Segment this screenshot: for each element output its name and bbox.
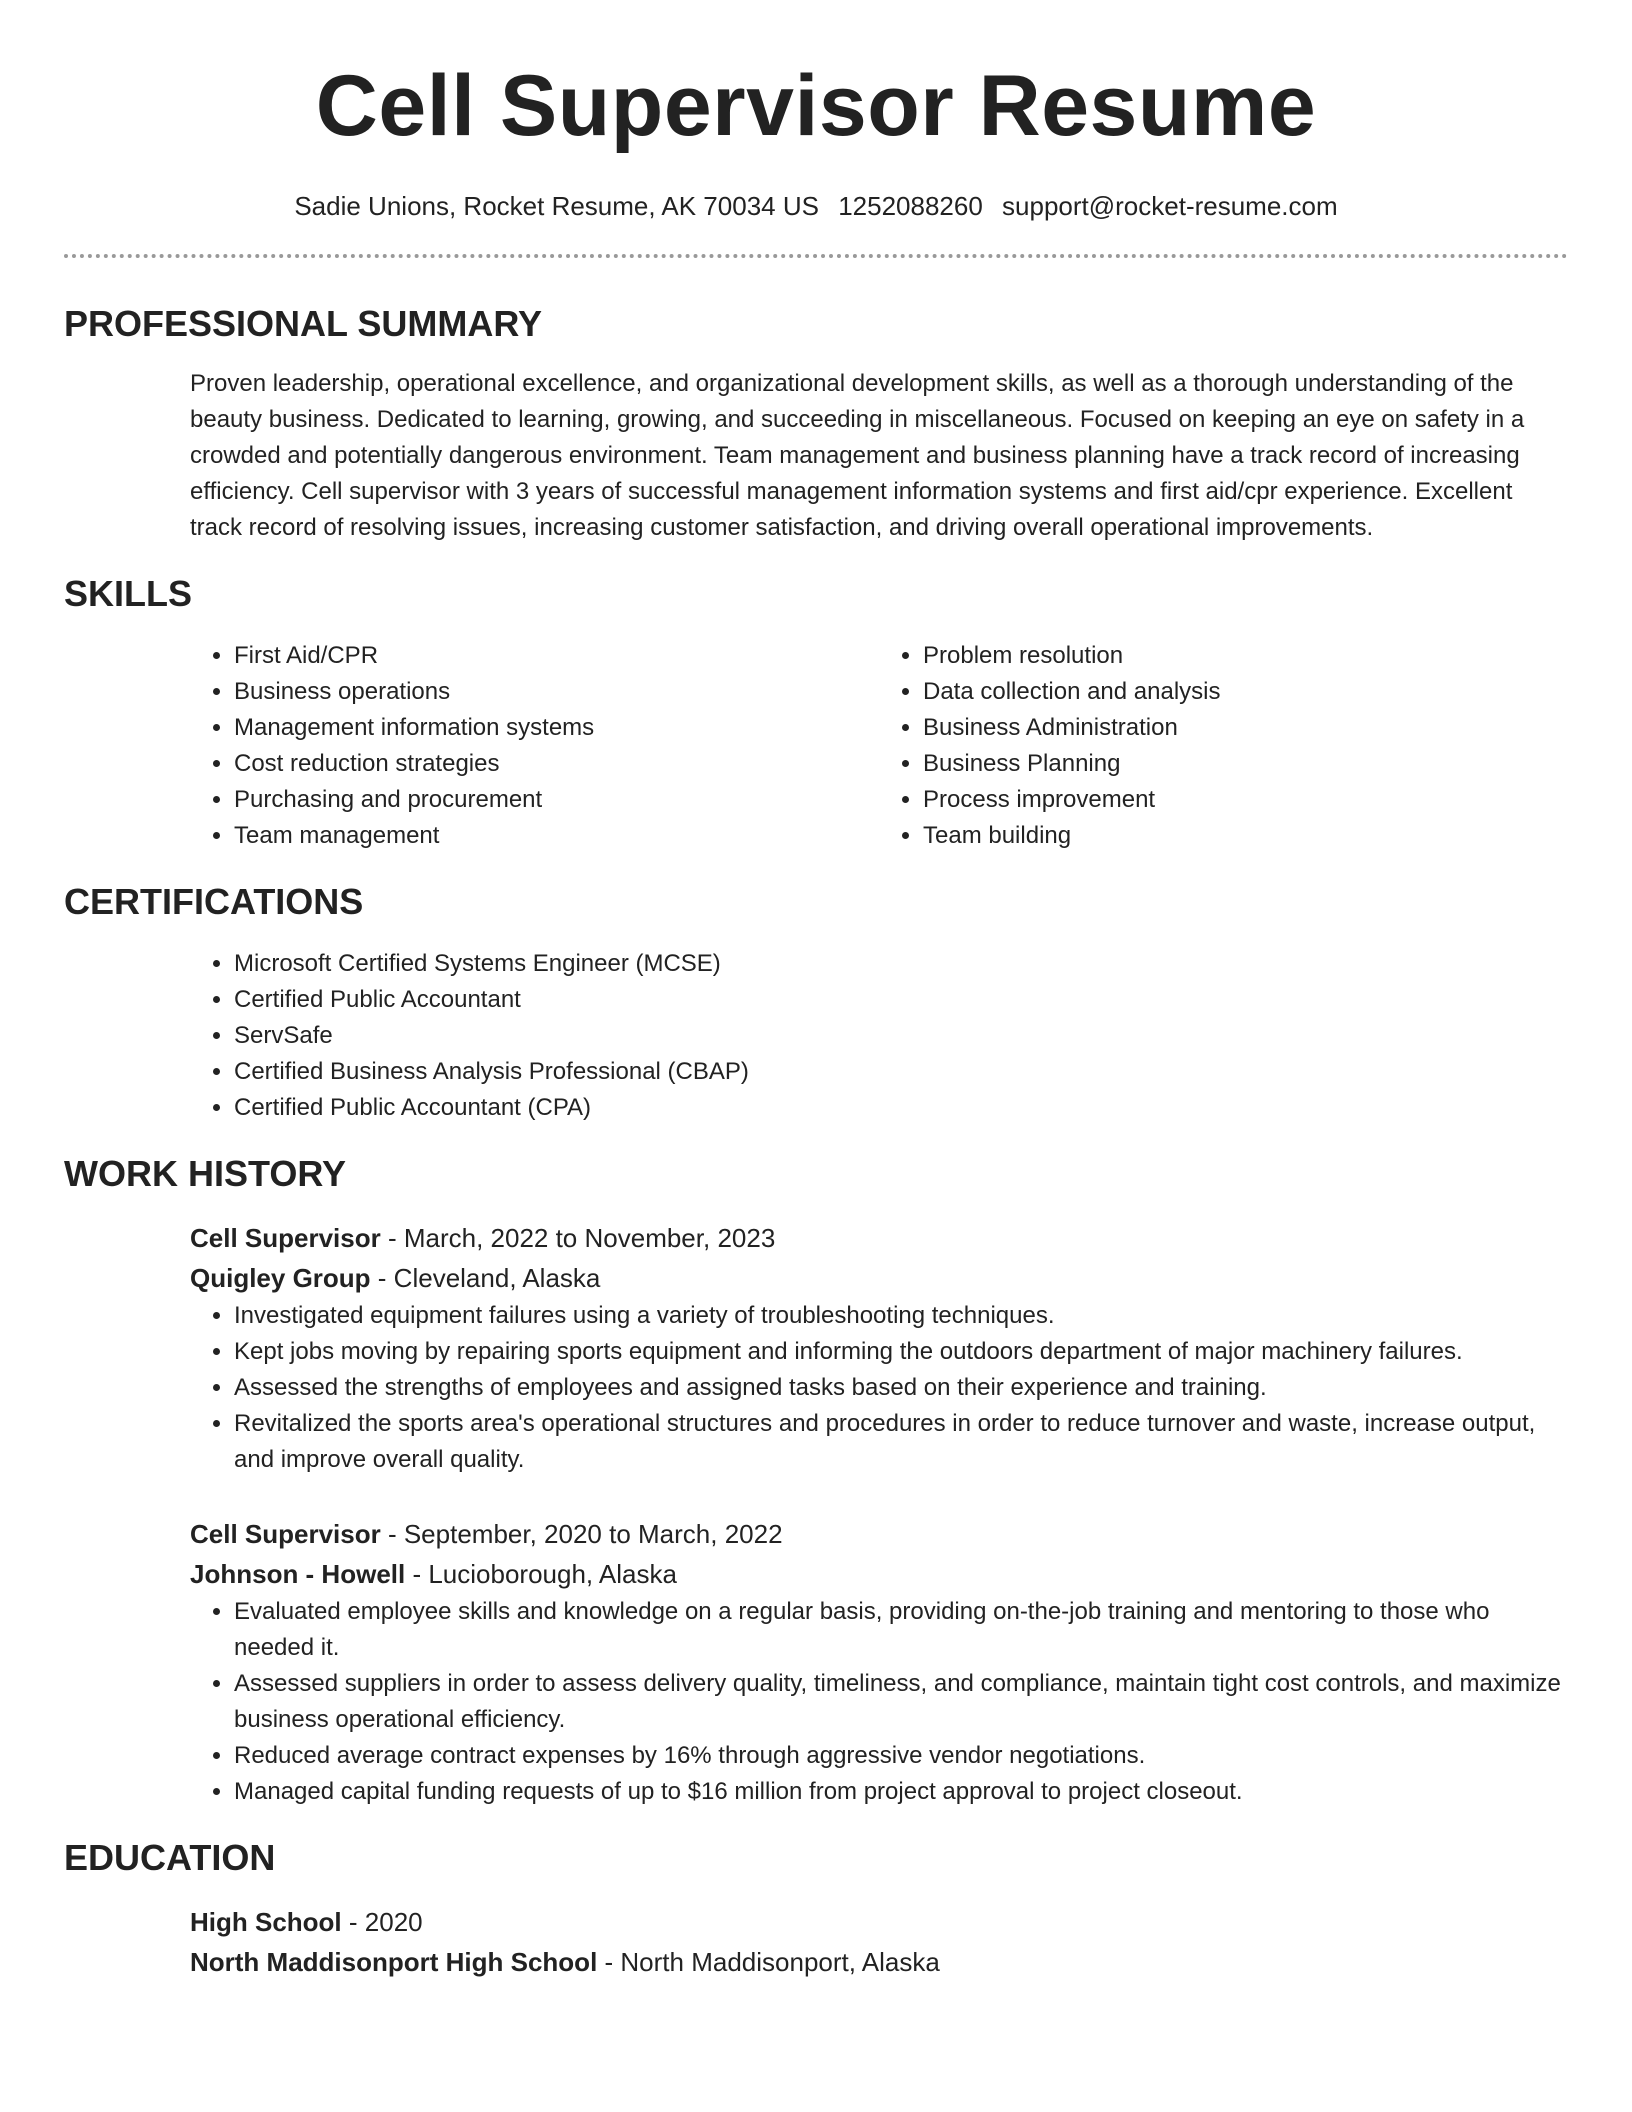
job-duty-item: • Assessed suppliers in order to assess delivery quality, timeliness, and compliance, maintain tight cost controls, and maximize business operational efficiency. (234, 1666, 1568, 1738)
certification-item: • Certified Public Accountant (234, 982, 1568, 1018)
job-location: - Lucioborough, Alaska (405, 1559, 677, 1589)
job-duty-item: • Revitalized the sports area's operational structures and procedures in order to reduce turnover and waste, increase output, and improve overall quality. (234, 1406, 1568, 1478)
skill-item: • Team management (234, 818, 879, 854)
header-divider (64, 254, 1568, 258)
job-duty-item: • Evaluated employee skills and knowledge on a regular basis, providing on-the-job training and mentoring to those who needed it. (234, 1594, 1568, 1666)
section-heading-skills: SKILLS (64, 573, 193, 614)
education-school-line (190, 1942, 1568, 1982)
contact-phone: 1252088260 (838, 191, 983, 221)
skill-item: • Business Administration (923, 710, 1568, 746)
job-company-line (190, 1258, 1568, 1298)
skill-item: • Team building (923, 818, 1568, 854)
job-duties-list (190, 1298, 1568, 1478)
resume-page (64, 0, 1568, 1982)
section-heading-certifications: CERTIFICATIONS (64, 881, 364, 922)
resume-title: Cell Supervisor Resume (315, 58, 1317, 154)
certification-item: • Certified Public Accountant (CPA) (234, 1090, 1568, 1126)
skills-list-right (879, 638, 1568, 854)
contact-email: support@rocket-resume.com (1002, 191, 1338, 221)
skill-item: • Cost reduction strategies (234, 746, 879, 782)
job-company: Johnson - Howell (190, 1559, 406, 1589)
certification-item: • Microsoft Certified Systems Engineer (MCSE) (234, 946, 1568, 982)
skills-list-left (190, 638, 879, 854)
job-duty-item: • Reduced average contract expenses by 16% through aggressive vendor negotiations. (234, 1738, 1568, 1774)
job-company-line (190, 1554, 1568, 1594)
skill-item: • Business Planning (923, 746, 1568, 782)
skill-item: • First Aid/CPR (234, 638, 879, 674)
skill-item: • Problem resolution (923, 638, 1568, 674)
certifications-list (190, 946, 1568, 1126)
certification-item: • ServSafe (234, 1018, 1568, 1054)
certification-item: • Certified Business Analysis Professional (CBAP) (234, 1054, 1568, 1090)
job-duty-item: • Kept jobs moving by repairing sports equipment and informing the outdoors department of major machinery failures. (234, 1334, 1568, 1370)
skill-item: • Management information systems (234, 710, 879, 746)
education-location: - North Maddisonport, Alaska (597, 1947, 940, 1977)
skills-columns (190, 638, 1568, 854)
job-duty-item: • Managed capital funding requests of up to $16 million from project approval to project closeout. (234, 1774, 1568, 1810)
job-entry (190, 1514, 1568, 1810)
section-heading-work-history: WORK HISTORY (64, 1153, 347, 1194)
job-duty-item: • Assessed the strengths of employees and assigned tasks based on their experience and training. (234, 1370, 1568, 1406)
education-year: - 2020 (341, 1907, 423, 1937)
section-heading-education: EDUCATION (64, 1837, 276, 1878)
job-dates: - March, 2022 to November, 2023 (380, 1223, 776, 1253)
education-school: North Maddisonport High School (190, 1947, 598, 1977)
job-company: Quigley Group (190, 1263, 371, 1293)
job-location: - Cleveland, Alaska (370, 1263, 601, 1293)
job-title: Cell Supervisor (190, 1223, 381, 1253)
education-degree: High School (190, 1907, 342, 1937)
skill-item: • Purchasing and procurement (234, 782, 879, 818)
section-heading-summary: PROFESSIONAL SUMMARY (64, 303, 543, 344)
education-degree-line (190, 1902, 1568, 1942)
job-entry (190, 1218, 1568, 1478)
job-title-line (190, 1218, 1568, 1258)
skill-item: • Business operations (234, 674, 879, 710)
job-duties-list (190, 1594, 1568, 1810)
skill-item: • Data collection and analysis (923, 674, 1568, 710)
contact-line (64, 190, 1568, 222)
job-dates: - September, 2020 to March, 2022 (380, 1519, 783, 1549)
summary-text: Proven leadership, operational excellence, and organizational development skills, as well as a thorough understanding of the beauty business. Dedicated to learning, growing, and succeeding in miscellaneous. Focused on keeping an eye on safety in a crowded and potentially dangerous environment. Team management and business planning have a track record of increasing efficiency. Cell supervisor with 3 years of successful management information systems and first aid/cpr experience. Excellent track record of resolving issues, increasing customer satisfaction, and driving overall operational improvements. (190, 370, 1525, 541)
contact-address: Sadie Unions, Rocket Resume, AK 70034 US (294, 191, 819, 221)
job-title-line (190, 1514, 1568, 1554)
education-entry (190, 1902, 1568, 1982)
job-title: Cell Supervisor (190, 1519, 381, 1549)
skill-item: • Process improvement (923, 782, 1568, 818)
certifications-block (190, 946, 1568, 1126)
job-duty-item: • Investigated equipment failures using a variety of troubleshooting techniques. (234, 1298, 1568, 1334)
